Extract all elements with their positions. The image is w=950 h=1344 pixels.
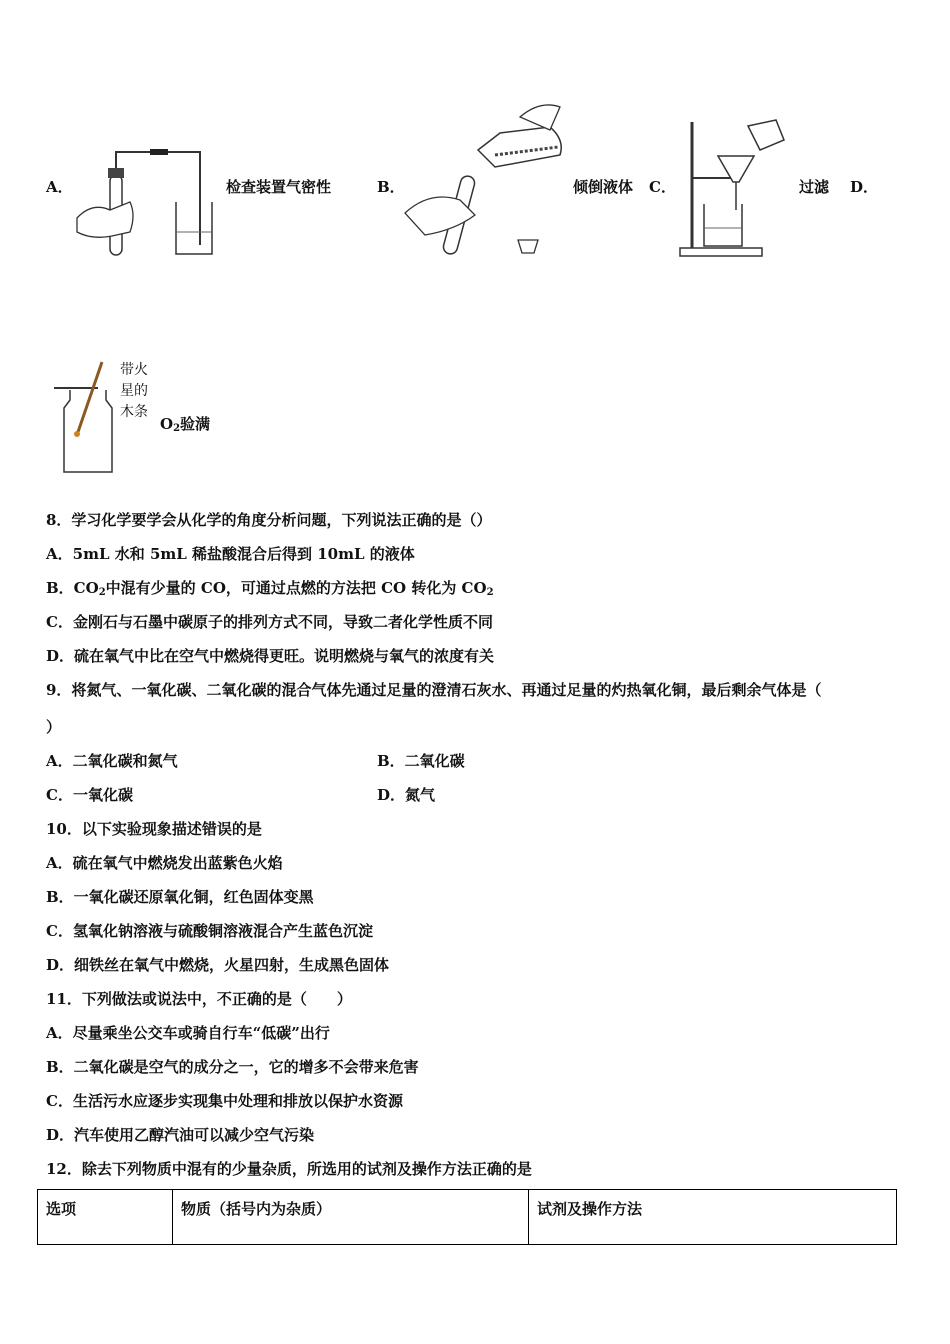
option-d-text: $O_2$验满 <box>160 415 211 434</box>
q11-option-c: C．生活污水应逐步实现集中处理和排放以保护水资源 <box>46 1092 403 1110</box>
q11-option-d: D．汽车使用乙醇汽油可以减少空气污染 <box>46 1126 315 1144</box>
option-a-text: 检查装置气密性 <box>226 178 332 196</box>
q10-option-c: C．氢氧化钠溶液与硫酸铜溶液混合产生蓝色沉淀 <box>46 922 373 940</box>
q10-stem: 10．以下实验现象描述错误的是 <box>46 820 262 838</box>
pour-liquid-figure <box>400 95 570 265</box>
splint-label-line1: 带火 <box>120 362 148 378</box>
q12-stem: 12．除去下列物质中混有的少量杂质，所选用的试剂及操作方法正确的是 <box>46 1160 532 1178</box>
q10-option-d: D．细铁丝在氧气中燃烧，火星四射，生成黑色固体 <box>46 956 390 974</box>
table-header-substance: 物质（括号内为杂质） <box>173 1190 529 1245</box>
splint-label-line2: 星的 <box>120 383 148 399</box>
q9-option-a: A．二氧化碳和氮气 <box>46 752 178 770</box>
q8-option-d: D．硫在氧气中比在空气中燃烧得更旺。说明燃烧与氧气的浓度有关 <box>46 647 495 665</box>
q8-option-b: B．$CO_2$中混有少量的 CO，可通过点燃的方法把 CO 转化为 $CO_2$ <box>46 579 494 598</box>
option-a-letter: A． <box>46 178 73 196</box>
q10-option-b: B．一氧化碳还原氧化铜，红色固体变黑 <box>46 888 314 906</box>
q11-option-b: B．二氧化碳是空气的成分之一，它的增多不会带来危害 <box>46 1058 419 1076</box>
splint-label-line3: 木条 <box>120 404 148 420</box>
q9-option-b: B．二氧化碳 <box>377 752 465 770</box>
q9-option-c: C．一氧化碳 <box>46 786 133 804</box>
oxygen-bottle-figure <box>50 360 120 476</box>
q9-option-d: D．氮气 <box>377 786 436 804</box>
q10-option-a: A．硫在氧气中燃烧发出蓝紫色火焰 <box>46 854 283 872</box>
option-b-letter: B． <box>377 178 405 196</box>
table-header-method: 试剂及操作方法 <box>529 1190 897 1245</box>
option-d-letter: D． <box>850 178 879 196</box>
q11-option-a: A．尽量乘坐公交车或骑自行车“低碳”出行 <box>46 1024 330 1042</box>
q9-stem: 9．将氮气、一氧化碳、二氧化碳的混合气体先通过足量的澄清石灰水、再通过足量的灼热氧化铜，最后剩余气体是（ <box>46 681 822 699</box>
table-header-row <box>38 1190 897 1245</box>
q8-option-a: A．5mL 水和 5mL 稀盐酸混合后得到 10mL 的液体 <box>46 545 415 563</box>
filtration-figure <box>676 110 796 262</box>
q8-stem: 8．学习化学要学会从化学的角度分析问题，下列说法正确的是（） <box>46 511 492 529</box>
option-c-text: 过滤 <box>799 178 830 196</box>
airtightness-check-figure <box>72 140 222 262</box>
q8-option-c: C．金刚石与石墨中碳原子的排列方式不同，导致二者化学性质不同 <box>46 613 493 631</box>
q11-stem: 11．下列做法或说法中，不正确的是（ ） <box>46 990 352 1008</box>
table-header-option: 选项 <box>38 1190 173 1245</box>
q12-table <box>37 1189 897 1245</box>
option-b-text: 倾倒液体 <box>573 178 634 196</box>
q9-stem-end: ） <box>46 718 62 736</box>
option-c-letter: C． <box>649 178 676 196</box>
